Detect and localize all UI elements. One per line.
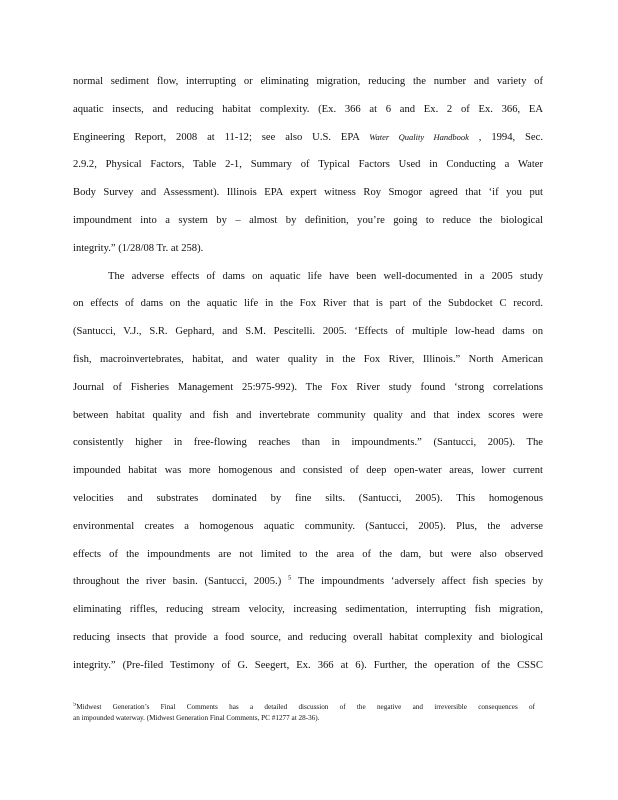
text-segment: Midwest Generation’s Final Comments has a detailed discussion of the negative and irreversible consequences of — [76, 703, 535, 711]
text-line: (Santucci, V.J., S.R. Gephard, and S.M. Pescitelli. 2005. ‘Effects of multiple low-head dams on — [73, 326, 543, 338]
text-line: reducing insects that provide a food source, and reducing overall habitat complexity and biological — [73, 631, 543, 643]
text-segment: The impoundments ‘adversely affect fish species by — [297, 576, 543, 588]
text-segment: throughout the river basin. (Santucci, 2005.) — [73, 576, 282, 588]
text-line — [73, 568, 543, 596]
text-line: on effects of dams on the aquatic life in the Fox River that is part of the Subdocket C record. — [73, 298, 543, 310]
text-line: integrity.” (Pre-filed Testimony of G. Seegert, Ex. 366 at 6). Further, the operation of the CSSC — [73, 659, 543, 671]
text-line: eliminating riffles, reducing stream velocity, increasing sedimentation, interrupting fish migration, — [73, 604, 543, 616]
handbook-title: Water Quality Handbook — [369, 131, 469, 142]
footnote — [73, 702, 535, 724]
footnote-line — [73, 702, 535, 713]
text-line: Body Survey and Assessment). Illinois EPA expert witness Roy Smogor agreed that ‘if you put — [73, 187, 543, 199]
text-line — [73, 124, 543, 152]
body-text — [73, 68, 543, 680]
text-line: velocities and substrates dominated by fine silts. (Santucci, 2005). This homogenous — [73, 492, 543, 504]
text-line: between habitat quality and fish and invertebrate community quality and that index scores were — [73, 409, 543, 421]
text-line: aquatic insects, and reducing habitat complexity. (Ex. 366 at 6 and Ex. 2 of Ex. 366, EA — [73, 103, 543, 115]
footnote-marker: 5 — [73, 702, 77, 708]
text-line: fish, macroinvertebrates, habitat, and water quality in the Fox River, Illinois.” North American — [73, 353, 543, 365]
text-segment: Engineering Report, 2008 at 11-12; see also U.S. EPA — [73, 131, 360, 143]
text-line: The adverse effects of dams on aquatic life have been well-documented in a 2005 study — [108, 270, 543, 282]
text-line: normal sediment flow, interrupting or eliminating migration, reducing the number and variety of — [73, 76, 543, 87]
text-line: 2.9.2, Physical Factors, Table 2-1, Summary of Typical Factors Used in Conducting a Water — [73, 159, 543, 171]
text-line: Journal of Fisheries Management 25:975-992). The Fox River study found ‘strong correlations — [73, 381, 543, 393]
text-line: integrity.” (1/28/08 Tr. at 258). — [73, 242, 204, 254]
footnote-line: an impounded waterway. (Midwest Generation Final Comments, PC #1277 at 28-36). — [73, 714, 320, 722]
text-line: environmental creates a homogenous aquatic community. (Santucci, 2005). Plus, the adverse — [73, 520, 543, 532]
footnote-reference: 5 — [288, 574, 292, 582]
text-line: impoundment into a system by – almost by definition, you’re going to reduce the biological — [73, 214, 543, 226]
text-line: effects of the impoundments are not limited to the area of the dam, but were also observed — [73, 548, 543, 560]
text-line: impounded habitat was more homogenous and consisted of deep open-water areas, lower current — [73, 465, 543, 477]
text-line: consistently higher in free-flowing reaches than in impoundments.” (Santucci, 2005). The — [73, 437, 543, 449]
text-segment: , 1994, Sec. — [478, 131, 543, 143]
